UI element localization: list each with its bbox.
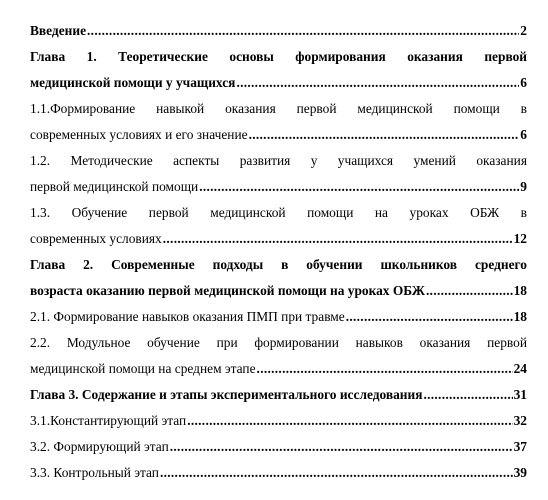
- toc-page-number: 37: [513, 439, 527, 454]
- toc-page-number: 18: [513, 283, 527, 298]
- toc-entry-section-3-2[interactable]: [0, 434, 548, 460]
- dot-leader: [346, 304, 513, 330]
- dot-leader: [187, 408, 512, 434]
- toc-page-number: 6: [520, 75, 527, 90]
- toc-entry-chapter-2[interactable]: [0, 252, 548, 304]
- toc-entry-title-line: медицинской помощи на среднем этапе: [30, 361, 256, 376]
- toc-entry-title-line: первой медицинской помощи: [30, 179, 199, 194]
- toc-page-number: 18: [513, 309, 527, 324]
- toc-entry-section-3-3[interactable]: [0, 460, 548, 486]
- dot-leader: [160, 460, 513, 486]
- toc-entry-title-line: возраста оказанию первой медицинской помощи на уроках ОБЖ: [30, 283, 426, 298]
- table-of-contents: [0, 18, 548, 486]
- toc-entry-title-line: медицинской помощи у учащихся: [30, 75, 236, 90]
- dot-leader: [87, 18, 519, 44]
- toc-entry-introduction[interactable]: [0, 18, 548, 44]
- toc-page-number: 9: [520, 179, 527, 194]
- toc-page-number: 12: [513, 231, 527, 246]
- toc-entry-title-line: 1.3. Обучение первой медицинской помощи на уроках ОБЖ в: [30, 205, 527, 220]
- toc-entry-title-line: Глава 2. Современные подходы в обучении школьников среднего: [30, 257, 527, 272]
- toc-entry-title: 3.3. Контрольный этап: [30, 465, 159, 480]
- toc-entry-section-3-1[interactable]: [0, 408, 548, 434]
- toc-entry-title: 3.1.Константирующий этап: [30, 413, 187, 428]
- dot-leader: [236, 70, 519, 96]
- toc-entry-title-line: 2.2. Модульное обучение при формировании навыков оказания первой: [30, 335, 527, 350]
- toc-entry-title-line: 1.2. Методические аспекты развития у учащихся умений оказания: [30, 153, 527, 168]
- toc-entry-section-1-1[interactable]: [0, 96, 548, 148]
- toc-entry-title: 2.1. Формирование навыков оказания ПМП при травме: [30, 309, 345, 324]
- toc-entry-title: Глава 3. Содержание и этапы экспериментального исследования: [30, 387, 423, 402]
- toc-page-number: 31: [513, 387, 527, 402]
- toc-page-number: 2: [520, 23, 527, 38]
- dot-leader: [163, 226, 513, 252]
- dot-leader: [423, 382, 512, 408]
- toc-entry-section-1-2[interactable]: [0, 148, 548, 200]
- toc-entry-chapter-1[interactable]: [0, 44, 548, 96]
- dot-leader: [199, 174, 519, 200]
- dot-leader: [249, 122, 520, 148]
- toc-page-number: 32: [513, 413, 527, 428]
- toc-entry-section-2-2[interactable]: [0, 330, 548, 382]
- toc-entry-section-1-3[interactable]: [0, 200, 548, 252]
- toc-entry-title-line: Глава 1. Теоретические основы формирования оказания первой: [30, 49, 527, 64]
- toc-entry-title-line: современных условиях: [30, 231, 162, 246]
- toc-entry-title: 3.2. Формирующий этап: [30, 439, 169, 454]
- toc-entry-title-line: 1.1.Формирование навыкой оказания первой медицинской помощи в: [30, 101, 527, 116]
- toc-entry-section-2-1[interactable]: [0, 304, 548, 330]
- toc-page-number: 39: [513, 465, 527, 480]
- dot-leader: [170, 434, 513, 460]
- toc-entry-title: Введение: [30, 23, 87, 38]
- dot-leader: [257, 356, 513, 382]
- toc-entry-chapter-3[interactable]: [0, 382, 548, 408]
- dot-leader: [426, 278, 513, 304]
- toc-entry-title-line: современных условиях и его значение: [30, 127, 248, 142]
- toc-page-number: 6: [520, 127, 527, 142]
- toc-page-number: 24: [513, 361, 527, 376]
